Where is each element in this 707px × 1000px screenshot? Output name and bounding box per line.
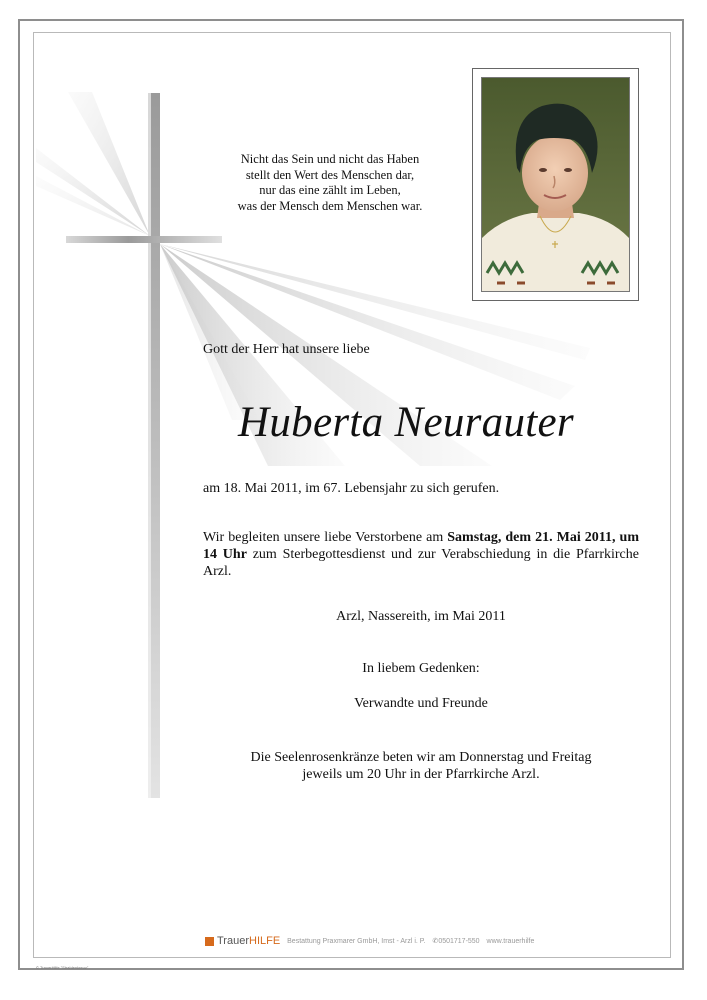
company-name: Bestattung Praxmarer GmbH, Imst - Arzl i. P.	[287, 937, 426, 945]
website-link[interactable]: www.trauerhilfe	[486, 937, 535, 945]
funeral-text-start: Wir begleiten unsere liebe Verstorbene am	[203, 530, 448, 545]
intro-text: Gott der Herr hat unsere liebe	[203, 342, 370, 357]
place-date: Arzl, Nassereith, im Mai 2011	[336, 609, 506, 624]
funeral-date-time: Samstag, dem 21. Mai 2011, um 14 Uhr	[203, 530, 639, 562]
verse-line: nur das eine zählt im Leben,	[259, 183, 401, 197]
cross-horizontal-beam	[66, 236, 222, 243]
verse-line: was der Mensch dem Menschen war.	[237, 198, 423, 213]
memorial-verse	[220, 152, 440, 214]
portrait-photo	[481, 77, 630, 292]
phone-number: ✆0501717-550	[432, 938, 480, 945]
rosary-line: Die Seelenrosenkränze beten wir am Donnerstag und Freitag	[250, 750, 592, 765]
ray	[68, 92, 150, 236]
funeral-announcement	[203, 529, 639, 580]
brand-part-accent: HILFE	[249, 935, 281, 947]
mourners-line: Verwandte und Freunde	[354, 696, 488, 711]
trauerhilfe-logo-icon	[205, 937, 214, 946]
remembrance-line: In liebem Gedenken:	[362, 661, 480, 676]
verse-line: Nicht das Sein und nicht das Haben	[240, 152, 420, 166]
portrait-frame	[472, 68, 639, 301]
brand-part: Trauer	[217, 935, 249, 947]
funeral-text-end: zum Sterbegottesdienst und zur Verabschiedung in die Pfarrkirche Arzl.	[203, 547, 639, 579]
cross-vertical-highlight	[148, 93, 151, 798]
footer	[205, 935, 534, 949]
rosary-info	[203, 749, 639, 783]
brand-name	[217, 935, 280, 947]
rosary-line: jeweils um 20 Uhr in der Pfarrkirche Arzl.	[302, 767, 540, 782]
deceased-name: Huberta Neurauter	[238, 399, 574, 446]
copyright-note: © TrauerHilfe "Strahlenkreuz"	[36, 965, 89, 970]
verse-line: stellt den Wert des Menschen dar,	[245, 167, 415, 182]
death-date-text: am 18. Mai 2011, im 67. Lebensjahr zu sich gerufen.	[203, 481, 500, 496]
ray	[36, 176, 150, 236]
